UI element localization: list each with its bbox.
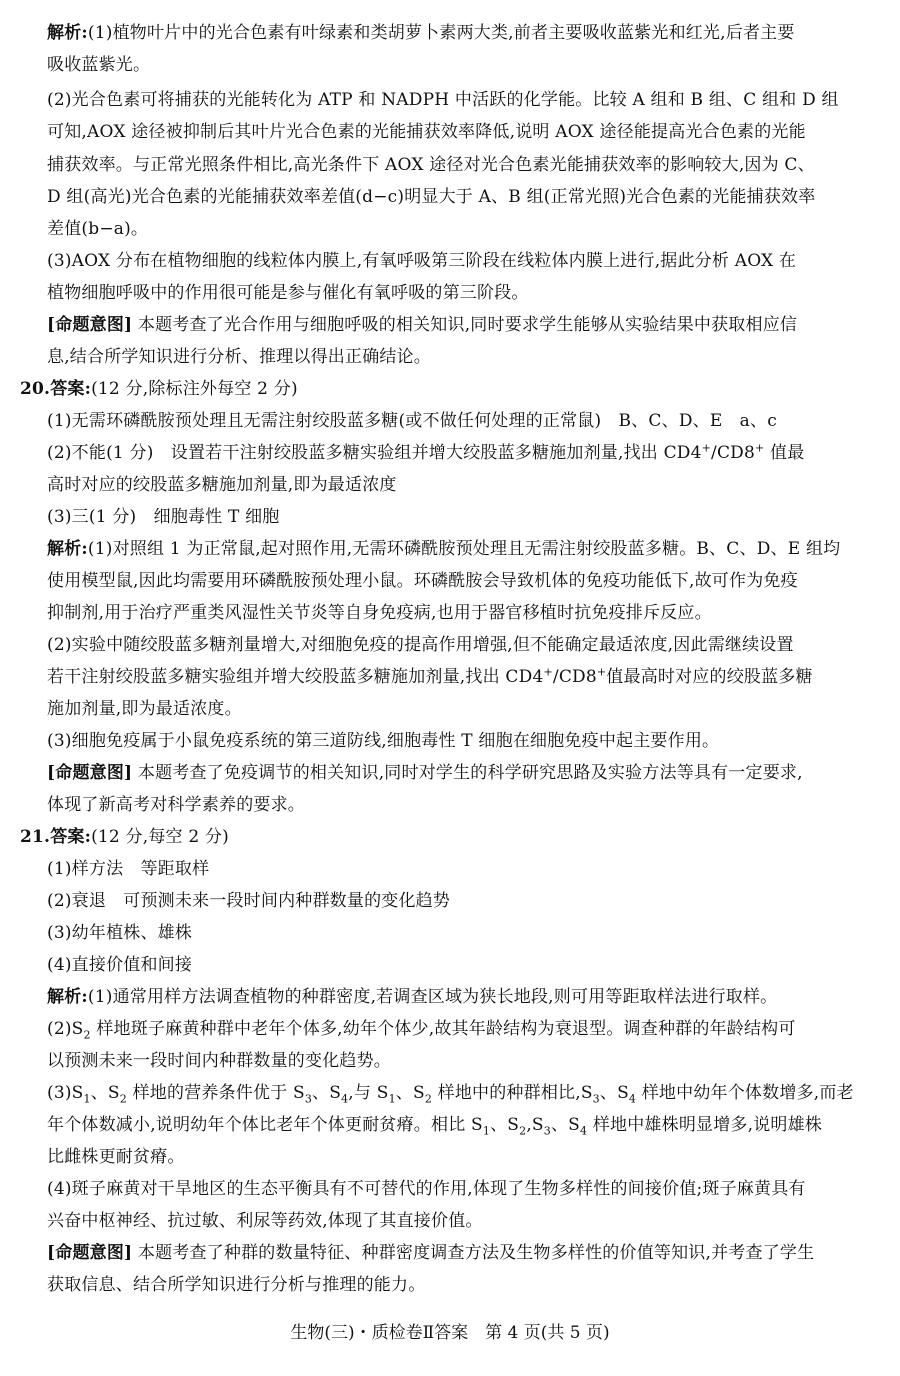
subscript: 4 [341,1092,349,1106]
text-run: 年个体数减小,说明幼年个体比老年个体更耐贫瘠。相比 S [47,1115,483,1135]
q20-analysis-2-line-c: 施加剂量,即为最适浓度。 [47,699,242,719]
q19-analysis-1-line-b: 吸收蓝紫光。 [47,55,151,75]
q20-analysis-2-line-a: (2)实验中随绞股蓝多糖剂量增大,对细胞免疫的提高作用增强,但不能确定最适浓度,因此需继续设置 [47,635,794,655]
text-run: 、S [395,1083,425,1103]
q21-analysis-4-line-a: (4)斑子麻黄对干旱地区的生态平衡具有不可替代的作用,体现了生物多样性的间接价值;斑子麻黄具有 [47,1179,806,1199]
subscript: 2 [424,1092,433,1106]
superscript: + [755,441,765,455]
q20-analysis-1a: (1)对照组 1 为正常鼠,起对照作用,无需环磷酰胺预处理且无需注射绞股蓝多糖。B、C、D、E 组均 [87,539,841,559]
q21-intent-1: 本题考查了种群的数量特征、种群密度调查方法及生物多样性的价值等知识,并考查了学生 [132,1243,815,1263]
intent-label: [命题意图] [47,1243,133,1263]
q20-answer-2-mid: /CD8 [711,443,756,463]
superscript: + [701,441,712,455]
subscript: 3 [304,1092,313,1106]
q20-intent-1: 本题考查了免疫调节的相关知识,同时对学生的科学研究思路及实验方法等具有一定要求, [132,763,803,783]
q19-analysis-2-line-e: 差值(b−a)。 [47,219,149,239]
q21-number: 21. [20,827,51,847]
text-run: (3)S [47,1083,84,1103]
q20-analysis-3: (3)细胞免疫属于小鼠免疫系统的第三道防线,细胞毒性 T 细胞在细胞免疫中起主要作用。 [47,731,720,751]
q20-analysis-2b-end: 值最高时对应的绞股蓝多糖 [606,667,813,687]
q20-answer-2-line-a [47,442,804,464]
q21-intent-line-b: 获取信息、结合所学知识进行分析与推理的能力。 [47,1275,426,1295]
superscript: + [543,665,553,679]
q21-answer-1: (1)样方法 等距取样 [47,859,210,879]
q20-analysis-1-line-c: 抑制剂,用于治疗严重类风湿性关节炎等自身免疫病,也用于器官移植时抗免疫排斥反应。 [47,603,712,623]
intent-label: [命题意图] [47,315,133,335]
subscript: 3 [592,1092,600,1106]
subscript: 1 [83,1092,91,1106]
q21-answer-3: (3)幼年植株、雄株 [47,923,193,943]
q19-analysis-2-line-c: 捕获效率。与正常光照条件相比,高光条件下 AOX 途径对光合色素光能捕获效率的影响较大,因为 C、 [47,155,815,175]
text-run: ,S [526,1115,544,1135]
superscript: + [596,665,607,679]
q20-header [20,378,298,400]
analysis-label: 解析: [47,987,88,1007]
q20-analysis-1-line-a [47,538,840,560]
q19-analysis-2-line-a: (2)光合色素可将捕获的光能转化为 ATP 和 NADPH 中活跃的化学能。比较 A 组和 B 组、C 组和 D 组 [47,90,839,110]
q19-analysis-3-line-a: (3)AOX 分布在植物细胞的线粒体内膜上,有氧呼吸第三阶段在线粒体内膜上进行,据此分析 AOX 在 [47,251,797,271]
subscript: 3 [543,1124,551,1138]
text-run: 样地的营养条件优于 S [126,1083,305,1103]
q19-intent-1: 本题考查了光合作用与细胞呼吸的相关知识,同时要求学生能够从实验结果中获取相应信 [132,315,798,335]
analysis-label: 解析: [47,539,88,559]
q19-intent-line-b: 息,结合所学知识进行分析、推理以得出正确结论。 [47,347,432,367]
q20-analysis-2b-mid: /CD8 [552,667,597,687]
q21-analysis-1-text: (1)通常用样方法调查植物的种群密度,若调查区域为狭长地段,则可用等距取样法进行取样。 [87,987,778,1007]
text-run: 、S [90,1083,120,1103]
subscript: 4 [628,1092,637,1106]
q20-answer-3: (3)三(1 分) 细胞毒性 T 细胞 [47,507,280,527]
q21-analysis-3-line-b [47,1114,822,1136]
q20-intent-line-b: 体现了新高考对科学素养的要求。 [47,795,305,815]
text-run: 样地中幼年个体数增多,而老 [636,1083,854,1103]
q21-analysis-2a-pre: (2)S [47,1019,84,1039]
q20-analysis-1-line-b: 使用模型鼠,因此均需要用环磷酰胺预处理小鼠。环磷酰胺会导致机体的免疫功能低下,故可作为免疫 [47,571,798,591]
q21-score: (12 分,每空 2 分) [91,827,230,847]
q20-answer-2a: (2)不能(1 分) 设置若干注射绞股蓝多糖实验组并增大绞股蓝多糖施加剂量,找出 CD4 [47,443,702,463]
q21-analysis-3-line-a [47,1082,854,1104]
text-run: 、S [312,1083,342,1103]
q20-score: (12 分,除标注外每空 2 分) [91,379,298,399]
q20-number: 20. [20,379,51,399]
text-run: 、S [550,1115,581,1135]
q20-answer-1: (1)无需环磷酰胺预处理且无需注射绞股蓝多糖(或不做任何处理的正常鼠) B、C、D、E a、c [47,411,777,431]
q19-intent-line-a [47,314,797,336]
answer-label: 答案: [50,379,92,399]
q20-intent-line-a [47,762,803,784]
subscript: 2 [519,1124,527,1138]
q21-intent-line-a [47,1242,814,1264]
q21-answer-2: (2)衰退 可预测未来一段时间内种群数量的变化趋势 [47,891,451,911]
q21-header [20,826,229,848]
subscript: 1 [482,1124,491,1138]
q21-answer-4: (4)直接价值和间接 [47,955,193,975]
subscript: 4 [580,1124,588,1138]
subscript: 1 [388,1092,396,1106]
q21-analysis-2-line-a [47,1018,796,1040]
q21-analysis-1 [47,986,777,1008]
analysis-label: 解析: [47,23,88,43]
q20-answer-2-line-b: 高时对应的绞股蓝多糖施加剂量,即为最适浓度 [47,475,397,495]
text-run: 样地中的种群相比,S [432,1083,593,1103]
subscript: 2 [83,1028,91,1042]
q19-analysis-1-line-a [47,22,795,44]
q20-analysis-2-line-b [47,666,813,688]
subscript: 2 [119,1092,127,1106]
q21-analysis-2-line-b: 以预测未来一段时间内种群数量的变化趋势。 [47,1051,391,1071]
q21-analysis-2a-end: 样地斑子麻黄种群中老年个体多,幼年个体少,故其年龄结构为衰退型。调查种群的年龄结构可 [90,1019,796,1039]
q20-analysis-2b: 若干注射绞股蓝多糖实验组并增大绞股蓝多糖施加剂量,找出 CD4 [47,667,544,687]
q19-analysis-2-line-d: D 组(高光)光合色素的光能捕获效率差值(d−c)明显大于 A、B 组(正常光照)光合色素的光能捕获效率 [47,187,816,207]
q19-analysis-1a: (1)植物叶片中的光合色素有叶绿素和类胡萝卜素两大类,前者主要吸收蓝紫光和红光,后者主要 [87,23,795,43]
page-footer: 生物(三)・质检卷Ⅱ答案 第 4 页(共 5 页) [290,1323,610,1343]
q21-analysis-3-line-c: 比雌株更耐贫瘠。 [47,1147,185,1167]
text-run: 样地中雄株明显增多,说明雄株 [587,1115,823,1135]
answer-label: 答案: [50,827,92,847]
text-run: ,与 S [348,1083,389,1103]
q21-analysis-4-line-b: 兴奋中枢神经、抗过敏、利尿等药效,体现了其直接价值。 [47,1211,483,1231]
q19-analysis-3-line-b: 植物细胞呼吸中的作用很可能是参与催化有氧呼吸的第三阶段。 [47,283,529,303]
text-run: 、S [599,1083,629,1103]
text-run: 、S [490,1115,520,1135]
q19-analysis-2-line-b: 可知,AOX 途径被抑制后其叶片光合色素的光能捕获效率降低,说明 AOX 途径能提高光合色素的光能 [47,122,806,142]
q20-answer-2-end: 值最 [764,443,805,463]
intent-label: [命题意图] [47,763,133,783]
